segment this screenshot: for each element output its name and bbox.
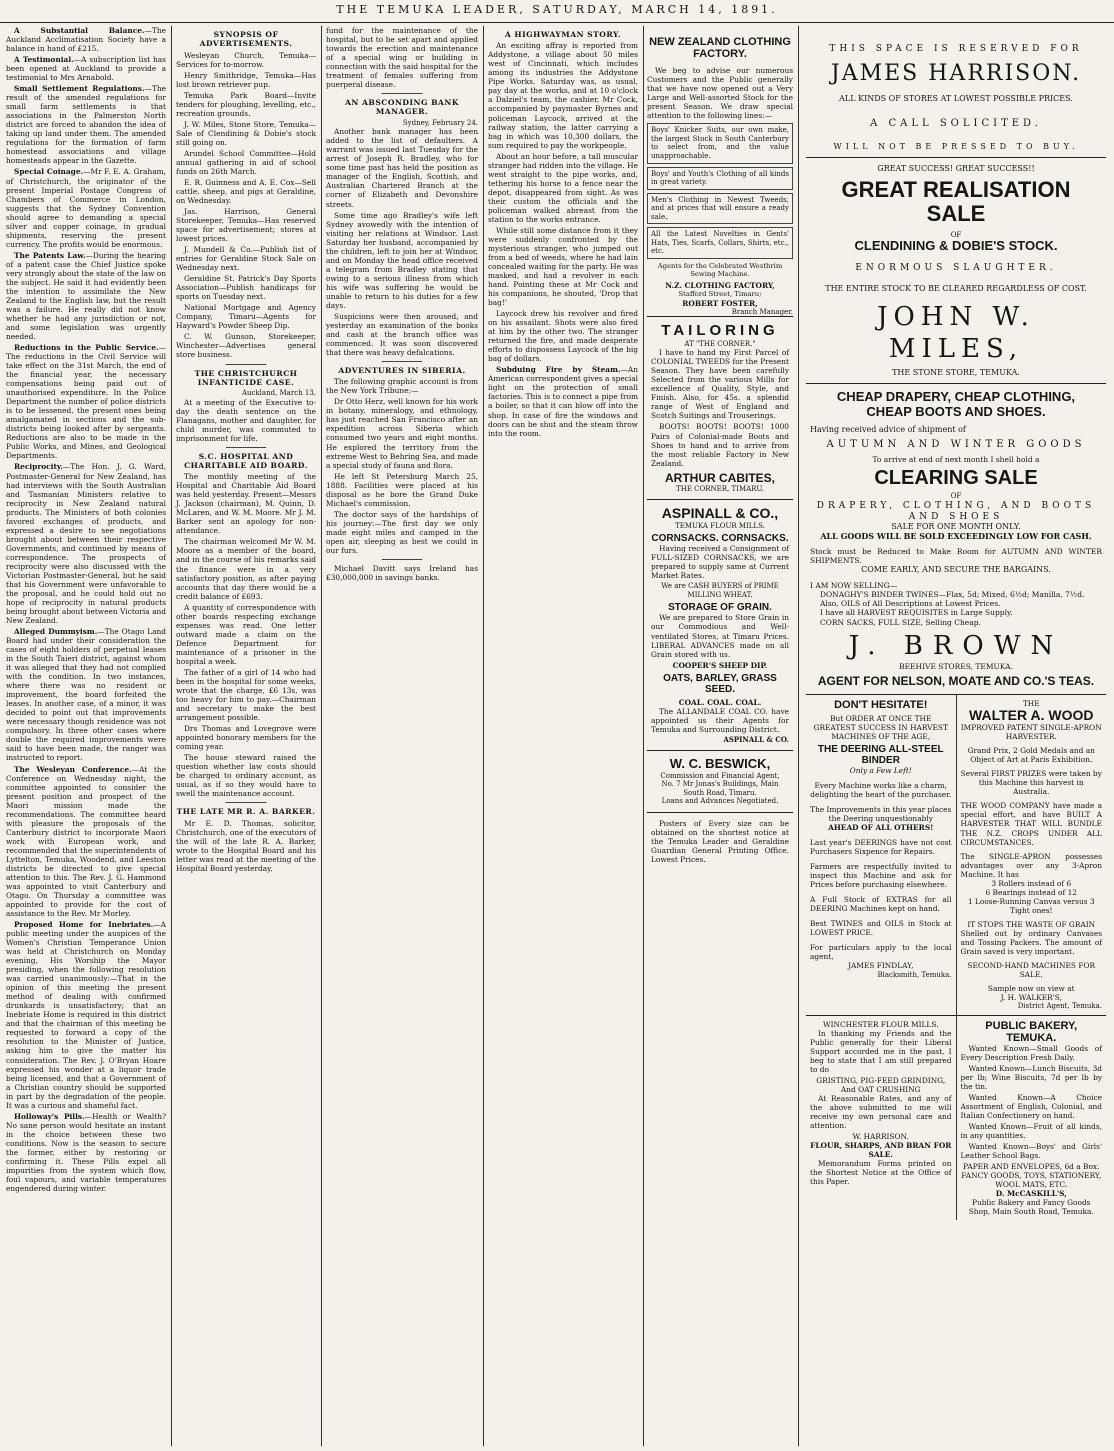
wood-company: THE WOOD COMPANY have made a special effort, and have BUILT A HARVESTER THAT WILL BUNDLE THE N.Z. CROPS UNDER ALL CIRCUMSTANCES. (960, 801, 1102, 847)
siberia-article (326, 377, 478, 555)
tailoring-title: TAILORING (661, 322, 779, 340)
posters-ad (647, 812, 793, 872)
column-5-ads (644, 26, 796, 1446)
column-1-news (2, 26, 170, 1446)
nz-clothing-item: Boys' and Youth's Clothing of all kinds in great variety. (647, 167, 793, 190)
wood-the: THE (1022, 698, 1040, 708)
nz-clothing-role: Branch Manager. (731, 307, 793, 316)
beswick-ad (647, 750, 793, 811)
flour-line: FLOUR, SHARPS, AND BRAN FOR SALE. (810, 1140, 952, 1159)
infanticide-text: At a meeting of the Executive to-day the death sentence on the Flanagans, mother and daughter, for child murder, was commuted to imprisonment for life. (176, 397, 316, 443)
synopsis-item: E. R. Guinness and A. E. Cox—Sell cattle, sheep, and pigs at Geraldine, on Wednesday. (176, 177, 316, 205)
siberia-paragraph: The following graphic account is from the New York Tribune:— (326, 377, 478, 396)
beswick-title: W. C. BESWICK, (669, 756, 771, 772)
walker-role: District Agent, Temuka. (1017, 1002, 1102, 1011)
winchester-ad (806, 1016, 956, 1221)
highwayman-paragraph: About an hour before, a tall muscular stranger had ridden into the village. He went straight to the pipe works, and, tethering his horse to a fence near the depot, disappeared from sight. As was their custom the officials and the policeman walked abreast from the station to the works entrance. (488, 151, 638, 224)
davitt-note: Michael Davitt says Ireland has £30,000,000 in savings banks. (326, 563, 478, 582)
highwayman-title: A HIGHWAYMAN STORY. (504, 30, 622, 39)
news-item (6, 627, 166, 762)
cornsacks-title: CORNSACKS. CORNSACKS. (651, 533, 789, 545)
column-4 (484, 26, 642, 1446)
wood-sub: IMPROVED PATENT SINGLE-APRON HARVESTER. (960, 723, 1102, 742)
tailoring-ad (647, 316, 793, 499)
storage-title: STORAGE OF GRAIN. (668, 602, 772, 614)
clearing-of: OF (950, 492, 962, 501)
dip-title: COOPER'S SHEEP DIP. (672, 660, 768, 670)
winchester-text: In thanking my Friends and the Public generally for their Liberal Support accorded me in the past, I beg to state that I am still prepared to do (810, 1028, 952, 1074)
news-text: —The result of the amended regulations for small farm settlements is that associations in the Palmerston North district are forced to abandon the idea of taking up land under them. The amended regulations for the formation of farm homestead associations and village homesteads appear in the Gazette. (6, 84, 166, 166)
siberia-title: ADVENTURES IN SIBERIA. (338, 366, 466, 376)
aspinall-signature: ASPINALL & CO. (723, 734, 789, 744)
column-6-ads (800, 26, 1112, 1446)
autumn-goods: AUTUMN AND WINTER GOODS (826, 438, 1086, 450)
deering-few: Only a Few Left! (849, 765, 912, 775)
siberia-paragraph: The doctor says of the hardships of his journey:—The first day we only made eight miles and camped in the open air, sleeping as best we could in our furs. (326, 509, 478, 555)
farmers-line: Farmers are respectfully invited to inspect this Machine and ask for Prices before purchasing elsewhere. (810, 862, 952, 890)
tailoring-address: THE CORNER, TIMARU. (676, 484, 764, 493)
wood-first: Several FIRST PRIZES were taken by this Machine this harvest in Australia. (960, 769, 1102, 797)
wood-ad (956, 695, 1107, 1015)
beswick-loans: Loans and Advances Negotiated. (661, 797, 779, 806)
siberia-paragraph: He left St Petersburg March 25, 1888. Facilities were placed at his disposal as he bore the Grand Duke Michael's commission. (326, 471, 478, 508)
all-goods-line: ALL GOODS WILL BE SOLD EXCEEDINGLY LOW FOR CASH. (820, 531, 1092, 542)
cash-buyers: We are CASH BUYERS of PRIME MILLING WHEAT. (661, 582, 779, 599)
mccaskill-sub: Public Bakery and Fancy Goods Shop, Main South Road, Temuka. (968, 1198, 1094, 1217)
deering-last: Last year's DEERINGS have not cost Purchasers Sixpence for Repairs. (810, 838, 952, 857)
aspinall-sub: TEMUKA FLOUR MILLS. (675, 521, 765, 530)
hospital-paragraph: The chairman welcomed Mr W. M. Moore as a member of the board, and in the course of his remarks said the finance were in a very satisfactory position, as after paying accounts that day there would be a credit balance of £693. (176, 537, 316, 601)
news-item (6, 55, 166, 82)
news-text: —The Hon. J. G. Ward, Postmaster-General for New Zealand, has had interviews with the South Australian and Tasmanian Ministers relative to reciprocity in New Zealand natural products. The Ministers of both colonies favored exchanges of products, and expressed a desire to see negotiations brought about between their respective Governments, and continued by means of correspondence. The prospects of reciprocity were also discussed with the Victorian Postmaster-General, but he said that his Government were unfavorable to the proposal, and he could hold out no hope of reciprocity in natural products being brought about between Victoria and New Zealand. (6, 462, 166, 625)
news-lead: Alleged Dummyism. (14, 627, 98, 637)
masthead: THE TEMUKA LEADER, SATURDAY, MARCH 14, 1891. (0, 0, 1114, 23)
hospital-continued: fund for the maintenance of the hospital, but to be set apart and applied towards the erection and maintenance of a special wing or building in connection with the said hospital for the treatment of females suffering from puerperal disease. (326, 26, 478, 90)
harrison-name: JAMES HARRISON. (830, 60, 1082, 86)
news-lead: Proposed Home for Inebriates. (14, 920, 154, 930)
news-item (6, 920, 166, 1110)
steam-text: —An American correspondent gives a special light on the protection of small factories. This is to connect a pipe from a boiler, so that it can blow off into the shop. In case of fire the windows and doors can be shut and the steam throw into the room. (488, 365, 638, 438)
infanticide-dateline: Auckland, March 13. (241, 389, 316, 397)
deering-title: DON'T HESITATE! (834, 698, 928, 711)
wanted-2: Wanted Known—A Choice Assortment of English, Colonial, and Italian Confectionery on hand. (960, 1092, 1102, 1120)
barker-text: Mr E. D. Thomas, solicitor, Christchurch, one of the executors of the will of the late R. A. Barker, wrote to the Hospital Board and his letter was read at the meeting of the Hospital Board yesterday. (176, 818, 316, 873)
news-text: —The Auckland Acclimatisation Society have a balance in hand of £215. (6, 26, 166, 54)
synopsis-item: J. W. Miles, Stone Store, Temuka—Sale of Clendining & Dobie's stock still going on. (176, 119, 316, 147)
nz-clothing-agents: Agents for the Celebrated Westhrim Sewing Machine. (657, 261, 783, 279)
having-received: Having received advice of shipment of (810, 424, 966, 434)
nz-clothing-ad (647, 36, 793, 316)
success-line: GREAT SUCCESS! GREAT SUCCESS!! (877, 164, 1035, 174)
steam-lead: Subduing Fire by Steam. (496, 365, 621, 375)
synopsis-item: Temuka Park Board—Invite tenders for ploughing, levelling, etc., recreation grounds. (176, 90, 316, 118)
news-text: —The Otago Land Board had under their consideration the cases of eight holders of perpetual leases in the South Taieri district, against whom it was alleged that they had not complied with the condition. In two instances, where there was no resident or improvement, the board forfeited the leases. In another case, of a minor, it was decided to point out that improvements were necessary though residence was not compulsory. In three other cases where double the required improvements were said to have been made, the ranger was instructed to report. (6, 627, 167, 763)
coal-text: The ALLANDALE COAL CO. have appointed us their Agents for Temuka and Surrounding District. (651, 706, 789, 734)
hospital-paragraph: The father of a girl of 14 who had been in the hospital for some weeks, wrote that the charge, £6 13s, was too heavy for him to pay.—Chairman and secretary to make the best arrangement possible. (176, 667, 316, 722)
highwayman-article (488, 41, 638, 363)
synopsis-item: Arundel School Committee—Hold annual gathering in aid of school funds on 26th March. (176, 148, 316, 176)
news-text: —A subscription list has been opened at Auckland to provide a testimonial to Mrs Arnabold. (6, 55, 166, 83)
highwayman-paragraph: An exciting affray is reported from Addystone, a village about 50 miles west of Cincinnati, which includes among its industries the Addystone Pipe Works. Saturday was, as usual, pay day at the works, and at 10 o'clock a Dalziel's team, the cashier, Mr Cock, accompanied by paymaster Byrnes and policeman Laycock, arrived at the railway station, the latter carrying a bag in which was 10,300 dollars, the sum required to pay the workpeople. (488, 41, 638, 150)
nz-clothing-manager: ROBERT FOSTER, (682, 298, 758, 308)
news-lead: The Patents Law. (14, 250, 86, 260)
wanted-4: Wanted Known—Boys' and Girls' Leather School Bags. (960, 1142, 1102, 1161)
aspinall-title: ASPINALL & CO., (661, 505, 779, 522)
hospital-paragraph: The monthly meeting of the Hospital and Charitable Aid Board was held yesterday. Present—Messrs J. Jackson (chairman), M. Quinn, D. McLaren, and W. M. Moore. Mr J. M. Barker sent an apology for non-attendance. (176, 472, 316, 536)
miles-name: JOHN W. MILES, (877, 302, 1035, 364)
siberia-paragraph: Dr Otto Herz, well known for his work in botany, mineralogy, and ethnology, has just reached San Francisco after an expedition across Siberia which consumed two years and eight months. He explored the territory from the extreme West to Behring Sea, and made a special study of fauna and flora. (326, 397, 478, 470)
particulars-line: For particulars apply to the local agent, (810, 943, 952, 962)
stops-text: Shelled out by ordinary Canvases and Tossing Packers. The amount of Grain saved is very important. (960, 928, 1102, 956)
news-item (6, 343, 166, 460)
bottom-ads (806, 1015, 1106, 1221)
brown-ad (806, 383, 1106, 693)
tailoring-text: I have to hand my First Parcel of COLONIAL TWEEDS for the Present Season. They have been carefully Selected from the various Mills for excellence of Quality, Style, and Finish. Also, for 45s. a splendid range of West of England and Scotch Suitings and Trouserings. (651, 348, 789, 421)
news-text: —A public meeting under the auspices of the Women's Christian Temperance Union was held at Christchurch on Monday evening, His Worship the Mayor presiding, when the following resolution was carried unanimously:—That in the opinion of this meeting the present method of dealing with confirmed drunkards is unsatisfactory; that an Inebriate Home is required in this district and that the chairman of this meeting be requested to forward a copy of the resolution to the Minister of Justice, asking him to give the matter his consideration. The Rev. J. O'Bryan Hoare expressed his wonder at a liquor trade being licensed, and that a Government of a Christian country should be supported in part by the degradation of the people. It was a curious and shameful fact. (6, 920, 166, 1110)
sale-title: GREAT REALISATION SALE (841, 177, 1071, 227)
nz-clothing-title: NEW ZEALAND CLOTHING FACTORY. (649, 36, 791, 61)
nz-clothing-address: N.Z. CLOTHING FACTORY, (665, 281, 775, 291)
news-lead: Small Settlement Regulations. (14, 84, 145, 94)
findlay-name: JAMES FINDLAY, (848, 961, 914, 971)
agent-line: AGENT FOR NELSON, MOATE AND CO.'S TEAS. (817, 673, 1095, 688)
news-text: —Health or Wealth? No sane person would hesitate an instant in the choice between these two conditions. Now is the season to secure the former, either by restoring or confirming it. These Pills expel all impurities from the system which flow, foul vapours, and variable temperatures engendered during winter. (6, 1111, 166, 1193)
tailoring-boots: BOOTS! BOOTS! BOOTS! 1000 Pairs of Colonial-made Boots and Shoes to hand and to arrive from the most reliable Factory in New Zealand. (651, 422, 789, 468)
ahead-line: AHEAD OF ALL OTHERS! (828, 823, 934, 833)
news-lead: A Testimonial. (14, 55, 74, 65)
wanted-1: Wanted Known—Lunch Biscuits, 3d per lb; Wine Biscuits, 7d per lb by the tin. (960, 1063, 1102, 1091)
bank-manager-title: AN ABSCONDING BANK MANAGER. (345, 98, 459, 117)
realisation-sale-ad (806, 157, 1106, 383)
drapery-line: DRAPERY, CLOTHING, AND BOOTS AND SHOES (816, 500, 1096, 522)
bakery-title: PUBLIC BAKERY, TEMUKA. (985, 1019, 1078, 1044)
coal-title: COAL. COAL. COAL. (678, 697, 762, 707)
memo-line: Memorandum Forms printed on the Shortest Notice at the Office of this Paper. (810, 1159, 952, 1187)
sacks-line: CORN SACKS, FULL SIZE, Selling Cheap. (820, 617, 981, 627)
entire-stock-line: THE ENTIRE STOCK TO BE CLEARED REGARDLESS OF COST. (825, 284, 1087, 294)
hospital-paragraph: Drs Thomas and Lovegrove were appointed honorary members for the coming year. (176, 724, 316, 752)
news-item (6, 84, 166, 165)
come-early: COME EARLY, AND SECURE THE BARGAINS. (861, 565, 1051, 575)
synopsis-title: SYNOPSIS OF ADVERTISEMENTS. (199, 30, 293, 49)
cornsacks-text: Having received a Consignment of FULL-SIZED CORNSACKS, we are prepared to supply same at Current Market Rates. (651, 544, 789, 581)
walker-name: J. H. WALKER'S, (1000, 993, 1062, 1002)
synopsis-item: J. Mundell & Co.—Publish list of entries for Geraldine Stock Sale on Wednesday next. (176, 245, 316, 273)
posters-text: Posters of Every size can be obtained on the shortest notice at the Temuka Leader and Geraldine Guardian General Printing Office. Lowest Prices. (651, 818, 789, 864)
harrison-call: A CALL SOLICITED. (870, 117, 1042, 129)
machinery-ads (806, 694, 1106, 1015)
hospital-report (176, 472, 316, 798)
stock-line: Stock must be Reduced to Make Room for AUTUMN AND WINTER SHIPMENTS. (810, 546, 1102, 566)
nz-clothing-item: Boys' Knicker Suits, our own make, the largest Stock in South Canterbury to select from, and the value unapproachable. (647, 123, 793, 163)
hospital-paragraph: A quantity of correspondence with other boards respecting exchange expenses was read. One letter outward made a claim on the Defence Department for maintenance of a prisoner in the hospital a week. (176, 602, 316, 666)
deering-buy: But ORDER AT ONCE THE GREATEST SUCCESS IN HARVEST MACHINES OF THE AGE, (813, 713, 948, 741)
nz-clothing-items (647, 123, 793, 258)
bakery-ad (956, 1016, 1107, 1221)
paper-line: PAPER AND ENVELOPES, 6d a Box. FANCY GOODS, TOYS, STATIONERY, WOOL MATS, ETC. (961, 1162, 1102, 1190)
harrison-top: THIS SPACE IS RESERVED FOR (829, 44, 1083, 54)
manager-paragraph: Some time ago Bradley's wife left Sydney avowedly with the intention of visiting her relations at Windsor. Last Saturday her husband, accompanied by the children, left to join her at Windsor, and on Monday the head office received a telegram from Bradley stating that owing to a serious illness from which his wife was suffering he would be unable to return to his duties for a few days. (326, 210, 478, 310)
news-item (6, 765, 166, 919)
bearings-line: 6 Bearings instead of 12 (985, 887, 1077, 897)
barker-title: THE LATE MR R. A. BARKER. (176, 807, 316, 817)
news-lead: A Substantial Balance. (14, 26, 145, 35)
miles-sub: THE STONE STORE, TEMUKA. (892, 367, 1020, 377)
column-2 (172, 26, 320, 1446)
stops-title: IT STOPS THE WASTE OF GRAIN (967, 919, 1096, 929)
tailoring-sub: AT "THE CORNER." (684, 339, 756, 348)
aspinall-ad (647, 499, 793, 750)
synopsis-item: C. W. Gunson, Storekeeper, Winchester—Advertises general store business. (176, 332, 316, 360)
news-lead: Reciprocity. (14, 462, 63, 472)
hospital-paragraph: The house steward raised the question whether law costs should be charged to ordinary account, as usual, as if so they would have to swell the maintenance account. (176, 753, 316, 799)
twines-line: Best TWINES and OILS in Stock at LOWEST PRICE. (810, 919, 952, 938)
deering-ad (806, 695, 956, 1015)
clearing-sale: CLEARING SALE (874, 467, 1038, 490)
reasonable-line: At Reasonable Rates, and any of the above submitted to me will receive my own personal care and attention. (810, 1093, 952, 1130)
winchester-title: WINCHESTER FLOUR MILLS. (823, 1019, 939, 1029)
deering-every: Every Machine works like a charm, delighting the heart of the purchaser. (810, 780, 952, 800)
nz-clothing-text: We beg to advise our numerous Customers and the Public generally that we have now opened out a Very Large and Well-assorted Stock for the present Season. We draw special attention to the following lines:— (647, 66, 793, 121)
secondhand-line: SECOND-HAND MACHINES FOR SALE. (967, 960, 1096, 979)
cheap-line-2: CHEAP BOOTS AND SHOES. (866, 403, 1046, 419)
wood-title: WALTER A. WOOD (969, 706, 1094, 723)
mccaskill-name: D. McCASKILL'S, (995, 1189, 1067, 1199)
one-month: SALE FOR ONE MONTH ONLY. (891, 522, 1021, 532)
news-lead: Reductions in the Public Service. (14, 343, 159, 353)
cheap-line-1: CHEAP DRAPERY, CHEAP CLOTHING, (836, 389, 1076, 405)
nz-clothing-street: Stafford Street, Timaru; (678, 290, 762, 299)
clendining-title: CLENDINING & DOBIE'S STOCK. (854, 238, 1058, 254)
news-item (6, 1112, 166, 1193)
news-text: —At the Conference on Wednesday night, the committee appointed to consider the present position and prospect of the Maori mission made the recommendations. The committee heard with pleasure the proposals of the Canterbury district to incorporate Maori work with European work, and recommended that the superintendents of Lyttelton, Temuka, Woodend, and Leeston districts be directed to give special attention to this. The Rev. J. G. Hammond was appointed to visit Canterbury and Otago. On Thursday a committee was appointed to provide for the cost of assistance to the Rev. Mr Morley. (6, 764, 166, 918)
synopsis-list (176, 51, 316, 360)
brown-sub: BEEHIVE STORES, TEMUKA. (899, 662, 1013, 672)
news-item (6, 26, 166, 53)
harrison-press: WILL NOT BE PRESSED TO BUY. (833, 141, 1079, 151)
bank-manager-dateline: Sydney, February 24. (402, 118, 478, 127)
synopsis-item: Henry Smithridge, Temuka—Has lost brown retriever pup. (176, 70, 316, 89)
harrison-signature: W. HARRISON. (852, 1131, 909, 1141)
hospital-title: S.C. HOSPITAL AND CHARITABLE AID BOARD. (184, 451, 308, 470)
deering-name: THE DEERING ALL-STEEL BINDER (817, 743, 944, 766)
synopsis-item: Geraldine St. Patrick's Day Sports Association—Publish handicaps for sports on Tuesday next. (176, 274, 316, 302)
news-lead: The Wesleyan Conference. (14, 764, 132, 774)
news-text: —Mr F. E. A. Graham, of Christchurch, the originator of the present Imperial Postage Congress of Chambers of Commerce in London, suggests that the Sydney Convention should agree to demanding a special silver and copper coinage, in gradual shipments, reserving the present currency. The profits would be enormous. (6, 167, 166, 249)
beswick-address: No. 7 Mr Jonas's Buildings, Main South Road, Timaru. (661, 780, 779, 797)
highwayman-paragraph: Laycock drew his revolver and fired on his assailant. Shots were also fired at him by the other two. The stranger returned the fire, and made desperate efforts to dispossess Laycock of the big bag of dollars. (488, 309, 638, 364)
news-lead: Holloway's Pills. (14, 1111, 85, 1121)
synopsis-item: National Mortgage and Agency Company, Timaru—Agents for Hayward's Powder Sheep Dip. (176, 303, 316, 331)
synopsis-item: Wesleyan Church, Temuka—Services for to-morrow. (176, 50, 316, 69)
manager-paragraph: Suspicions were then aroused, and yesterday an examination of the books and cash at the branch office was commenced. It was soon discovered that there was heavy defalcations. (326, 311, 478, 357)
harrison-line: ALL KINDS OF STORES AT LOWEST POSSIBLE PRICES. (839, 93, 1073, 103)
nz-clothing-item: All the Latest Novelties in Gents' Hats, Ties, Scarfs, Collars, Shirts, etc., etc. (647, 227, 793, 259)
extras-line: A Full Stock of EXTRAS for all DEERING Machines kept on hand. (810, 895, 952, 914)
harvest-line: I have all HARVEST REQUISITES in Large Supply. (820, 608, 1013, 618)
rollers-line: 3 Rollers instead of 6 (991, 878, 1072, 888)
nz-clothing-item: Men's Clothing in Newest Tweeds, and at prices that will ensure a ready sale. (647, 193, 793, 225)
oats-title: OATS, BARLEY, GRASS SEED. (663, 672, 777, 695)
arrive-line: To arrive at end of next month I shell hold a (872, 454, 1040, 464)
twine-line: DONAGHY'S BINDER TWINES—Flax, 5d; Mixed, 6½d; Manilla, 7½d. (820, 590, 1085, 600)
beswick-sub: Commission and Financial Agent, (660, 771, 780, 780)
findlay-role: Blacksmith, Temuka. (877, 970, 952, 979)
column-3 (322, 26, 482, 1446)
news-text: —During the hearing of a patent case the Chief Justice spoke very strongly about the state of the law on the subject. He said it had evidently been the intention to assimilate the New Zealand to the English law, but the result was a failure. He really did not know whether he had any jurisdiction or not, and some legislation was urgently needed. (6, 250, 166, 342)
news-text: —The reductions in the Civil Service will take effect on the 31st March, the end of the financial year, the necessary compensations being paid out of unauthorised expenditure. In the Police Department the number of police districts is to be lessened, the present ones being amalgamated in sections and the sub-districts being looked after by sergeants. Reductions are also to be made in the Public Works, and Mines, and Geological Departments. (6, 343, 166, 461)
bakery-text: Wanted Known—Small Goods of Every Description Fresh Daily. (960, 1043, 1102, 1062)
highwayman-paragraph: While still some distance from it they were suddenly confronted by the mysterious stranger, who jumped out from a bed of weeds, where he had lain concealed waiting for the party. He was masked, and had a revolver in each hand. Pointing these at Mr Cock and his companions, he shouted, 'Drop that bag!' (488, 225, 638, 308)
news-lead: Special Coinage. (14, 167, 84, 177)
canvas-line: 1 Loose-Running Canvas versus 3 Tight ones! (967, 896, 1095, 915)
news-item (6, 167, 166, 248)
deering-improve: The Improvements in this year places the Deering unquestionably (810, 805, 952, 824)
gristing-line: GRISTING, PIG-FEED GRINDING, And OAT CRUSHING (816, 1075, 946, 1094)
tailoring-name: ARTHUR CABITES, (665, 470, 775, 485)
news-items (6, 26, 166, 1193)
sample-line: Sample now on view at (987, 983, 1075, 993)
news-item (6, 462, 166, 625)
sale-of: OF (950, 230, 962, 239)
selling-line: I AM NOW SELLING— (810, 581, 898, 591)
slaughter-line: ENORMOUS SLAUGHTER. (855, 263, 1057, 274)
wanted-3: Wanted Known—Fruit of all kinds, in any quantities. (960, 1122, 1102, 1141)
harrison-ad (806, 26, 1106, 157)
oils-line: Also, OILS of All Descriptions at Lowest Prices. (820, 599, 1001, 609)
synopsis-item: Jas. Harrison, General Storekeeper, Temuka—Has reserved space for advertisement; stores at lowest prices. (176, 207, 316, 244)
wood-prize: Grand Prix, 2 Gold Medals and an Object of Art at Paris Exhibition. (967, 746, 1095, 765)
infanticide-title: THE CHRISTCHURCH INFANTICIDE CASE. (194, 368, 298, 387)
storage-text: We are prepared to Store Grain in our Commodious and Well-ventilated Stores, at Timaru Prices. LIBERAL ADVANCES made on all Grain stored with us. (651, 613, 789, 659)
manager-paragraph: Another bank manager has been added to the list of defaulters. A warrant was issued last Tuesday for the arrest of Joseph R. Bradley, who for some time past has held the position as manager of the English, Scottish, and Australian Chartered Branch at the corner of Elizabeth and Devonshire streets. (326, 127, 478, 209)
news-item (6, 251, 166, 341)
brown-name: J. BROWN (848, 630, 1064, 661)
bank-manager-article (326, 127, 478, 357)
single-apron: The SINGLE-APRON possesses advantages over any 3-Apron Machine. It has (960, 851, 1102, 879)
